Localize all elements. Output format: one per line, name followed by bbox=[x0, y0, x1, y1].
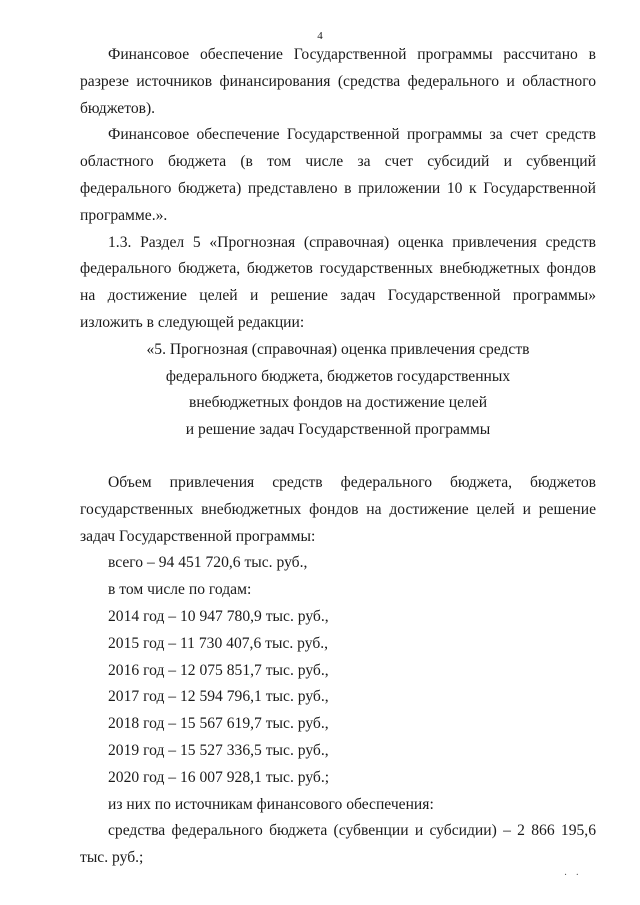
by-years-label: в том числе по годам: bbox=[108, 581, 252, 599]
scan-corner-mark: · · bbox=[563, 870, 582, 881]
page-number: 4 bbox=[317, 30, 323, 42]
spacer bbox=[80, 444, 596, 470]
section-title-line-2: федерального бюджета, бюджетов государственных bbox=[165, 367, 511, 385]
paragraph-regional-budget: Финансовое обеспечение Государственной программы за счет средств областного бюджета (в том числе за счет субсидий и субвенций федерального бюджета) представлено в приложении 10 к Государственной программе.». bbox=[80, 126, 596, 224]
sources-label: из них по источникам финансового обеспечения: bbox=[108, 795, 434, 813]
year-line-2019: 2019 год – 15 527 336,5 тыс. руб., bbox=[108, 741, 329, 759]
year-line-2018: 2018 год – 15 567 619,7 тыс. руб., bbox=[108, 715, 329, 733]
section-title-line-1: «5. Прогнозная (справочная) оценка привлечения средств bbox=[146, 340, 530, 358]
year-line-2014: 2014 год – 10 947 780,9 тыс. руб., bbox=[108, 607, 329, 625]
section-title-line-4: и решение задач Государственной программы bbox=[185, 421, 491, 439]
document-body bbox=[80, 42, 596, 872]
paragraph-financing-sources: Финансовое обеспечение Государственной программы рассчитано в разрезе источников финансирования (средства федерального и областного бюджетов). bbox=[80, 46, 596, 117]
federal-funds-line: средства федерального бюджета (субвенции и субсидии) – 2 866 195,6 тыс. руб.; bbox=[80, 822, 596, 867]
total-amount: всего – 94 451 720,6 тыс. руб., bbox=[108, 554, 308, 572]
year-line-2015: 2015 год – 11 730 407,6 тыс. руб., bbox=[108, 634, 329, 652]
section-title-line-3: внебюджетных фондов на достижение целей bbox=[188, 394, 488, 412]
year-line-2017: 2017 год – 12 594 796,1 тыс. руб., bbox=[108, 688, 329, 706]
paragraph-volume-intro: Объем привлечения средств федерального бюджета, бюджетов государственных внебюджетных фондов на достижение целей и решение задач Государственной программы: bbox=[80, 473, 596, 545]
paragraph-section-amendment: 1.3. Раздел 5 «Прогнозная (справочная) оценка привлечения средств федерального бюджета, бюджетов государственных внебюджетных фондов на достижение целей и решение задач Государственной программы» изложить в следующей редакции: bbox=[80, 233, 596, 331]
year-line-2016: 2016 год – 12 075 851,7 тыс. руб., bbox=[108, 661, 329, 679]
year-line-2020: 2020 год – 16 007 928,1 тыс. руб.; bbox=[108, 768, 330, 786]
